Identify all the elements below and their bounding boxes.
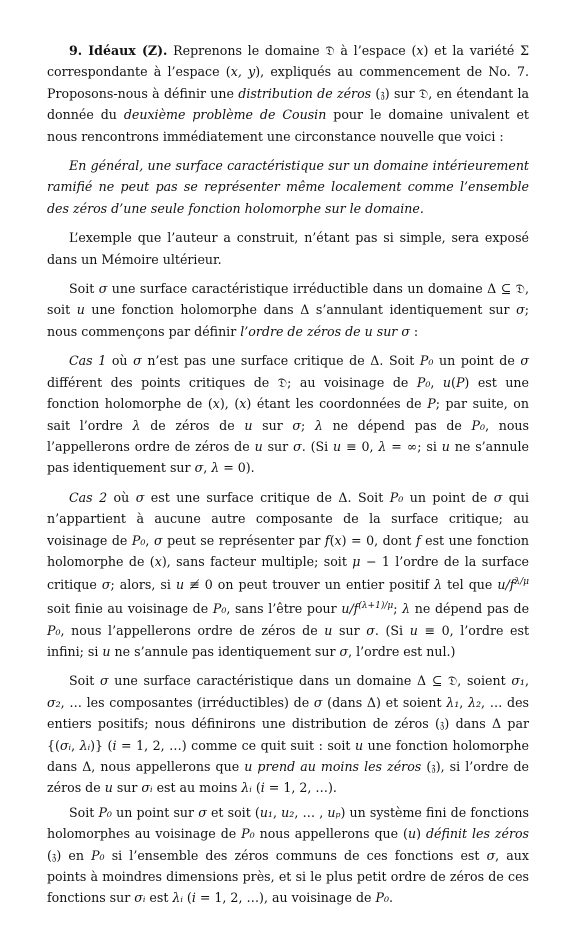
text-run: Reprenons le domaine 𝔇 à l’espace ( bbox=[167, 43, 417, 58]
text-run: P₀ bbox=[91, 847, 105, 863]
text-run: Cas 2 bbox=[69, 489, 108, 505]
text-run: nous appellerons que ( bbox=[254, 826, 408, 842]
text-run: , bbox=[459, 694, 468, 710]
text-run: )} ( bbox=[90, 737, 113, 753]
text-run: P₀ bbox=[98, 804, 112, 820]
text-run: f bbox=[324, 532, 330, 548]
text-run: λ bbox=[132, 417, 141, 433]
paragraph-case-1 bbox=[47, 350, 529, 478]
text-run: λᵢ bbox=[79, 737, 91, 753]
text-run: u bbox=[76, 302, 85, 318]
text-run: une surface caractéristique irréductible dans un domaine Δ ⊆ 𝔇, soit bbox=[47, 281, 529, 318]
text-run: ; alors, si bbox=[110, 577, 176, 593]
text-run: , … les composantes (irréductibles) de bbox=[60, 694, 314, 710]
text-run: σ bbox=[101, 577, 111, 593]
text-run: u bbox=[102, 643, 111, 659]
text-run: P₀ bbox=[241, 826, 255, 842]
text-run: est au moins bbox=[152, 780, 242, 796]
text-run: x bbox=[416, 43, 424, 58]
paragraph-example-note bbox=[47, 227, 529, 270]
text-run: = 1, 2, …). bbox=[264, 780, 337, 796]
text-run: P₀ bbox=[131, 532, 146, 548]
text-run: x bbox=[334, 532, 342, 548]
text-run: ; nous commençons par définir bbox=[47, 302, 529, 339]
text-run: , … , bbox=[294, 804, 328, 820]
text-run: σ bbox=[293, 438, 302, 454]
text-run: sur bbox=[332, 622, 367, 638]
text-run: : bbox=[409, 323, 419, 339]
text-run: σ bbox=[198, 804, 207, 820]
text-run: (𝔷) sur 𝔇, en étendant la donnée du bbox=[47, 85, 529, 123]
text-run: , … des entiers positifs; nous définirons une distribution de zéros (𝔷) dans Δ par {( bbox=[47, 694, 529, 753]
paragraph-case-2 bbox=[47, 487, 529, 663]
text-run: λᵢ bbox=[172, 890, 183, 906]
text-run: ≡ 0, l’ordre est infini; si bbox=[47, 622, 530, 659]
text-run: P₀ bbox=[389, 489, 404, 505]
text-run: où bbox=[107, 489, 136, 505]
text-run: ( bbox=[329, 532, 335, 548]
text-run: σ bbox=[366, 622, 375, 638]
text-run: u bbox=[333, 438, 342, 454]
text-run: une fonction holomorphe dans Δ, nous appellerons que bbox=[47, 737, 529, 774]
text-run: (𝔷) en bbox=[47, 847, 92, 863]
text-run: uₚ bbox=[327, 804, 341, 820]
text-run: , sans l’être pour bbox=[226, 601, 342, 617]
text-run: . (Si bbox=[374, 622, 410, 638]
paragraph-ideaux-intro bbox=[47, 40, 529, 147]
text-run: un point de bbox=[403, 489, 494, 505]
text-run: x bbox=[239, 396, 247, 412]
text-run: u₂ bbox=[281, 804, 295, 820]
text-run: . (Si bbox=[301, 438, 334, 454]
text-run: i bbox=[260, 780, 265, 796]
text-run: i bbox=[112, 737, 117, 753]
text-run: une fonction holomorphe dans Δ s’annulant identiquement sur bbox=[84, 302, 517, 318]
text-run: λ/μ bbox=[514, 577, 529, 588]
text-run: P₀ bbox=[212, 601, 227, 617]
text-run: (𝔷), si l’ordre de zéros de bbox=[47, 758, 529, 796]
text-run: σ bbox=[98, 281, 108, 297]
text-run: ) et la variété Σ correspondante à l’espace ( bbox=[47, 43, 529, 80]
text-run: un point de bbox=[433, 353, 521, 369]
text-run: − 1 l’ordre de la surface critique bbox=[47, 553, 529, 593]
text-run: σ bbox=[486, 847, 496, 863]
text-run: = 1, 2, …) comme ce quit suit : soit bbox=[116, 737, 355, 753]
text-run: sur bbox=[252, 417, 293, 433]
text-run: σ₂ bbox=[47, 694, 61, 710]
text-run: P₀ bbox=[375, 890, 389, 906]
text-run: σᵢ bbox=[141, 780, 153, 796]
text-run: . bbox=[389, 890, 394, 906]
text-run: ne s’annule pas identiquement sur bbox=[47, 438, 530, 476]
text-run: x bbox=[212, 396, 220, 412]
text-run: pour le domaine univalent et nous rencontrons immédiatement une circonstance nouvelle que voici : bbox=[47, 107, 529, 144]
text-run: λ₁ bbox=[446, 694, 460, 710]
text-run: ≢ 0 on peut trouver un entier positif bbox=[184, 577, 435, 593]
text-run: f bbox=[415, 532, 421, 548]
text-run: (λ+1)/μ bbox=[358, 600, 394, 611]
text-run: ne dépend pas de bbox=[322, 417, 472, 433]
text-run: σ₁ bbox=[511, 673, 525, 689]
text-run: u bbox=[355, 737, 364, 753]
text-run: P bbox=[455, 374, 465, 390]
text-run: de zéros de bbox=[140, 417, 245, 433]
text-run: , nous l’appellerons ordre de zéros de bbox=[60, 622, 325, 638]
text-run: P₀ bbox=[416, 374, 431, 390]
text-run: ( bbox=[182, 890, 192, 906]
text-run: En général, une surface caractéristique sur un domaine intérieurement ramifié ne peut pas se représenter même localement comme l’ensemble des zéros d’une seule fonction holomorphe sur le domaine. bbox=[47, 158, 529, 216]
text-run: λ bbox=[378, 438, 387, 454]
text-run: définit les zéros bbox=[425, 826, 530, 842]
text-run: , bbox=[71, 737, 80, 753]
text-run: σᵢ bbox=[59, 737, 72, 753]
text-run: , nous l’appellerons ordre de zéros de bbox=[47, 417, 529, 454]
text-run: u bbox=[254, 438, 263, 454]
text-run: u bbox=[409, 622, 418, 638]
text-run: L’exemple que l’auteur a construit, n’étant pas si simple, sera exposé dans un Mémoire ultérieur. bbox=[47, 230, 529, 267]
text-run: est une surface critique de Δ. Soit bbox=[144, 489, 390, 505]
text-run: sur bbox=[262, 438, 294, 454]
text-run: u bbox=[175, 577, 185, 593]
text-run: ne s’annule pas identiquement sur bbox=[110, 643, 340, 659]
text-run: λ bbox=[434, 577, 443, 593]
text-run: = ∞; si bbox=[386, 438, 442, 454]
text-run: x, y bbox=[230, 64, 256, 80]
text-run: σ bbox=[153, 532, 163, 548]
text-run: P₀ bbox=[419, 353, 434, 369]
text-run: σ bbox=[339, 643, 349, 659]
text-run: σ bbox=[99, 673, 109, 689]
text-run: P₀ bbox=[47, 622, 61, 638]
paragraph-defines-zeros bbox=[47, 802, 529, 909]
text-run: Soit bbox=[69, 673, 100, 689]
text-run: u₁ bbox=[259, 804, 273, 820]
paragraph-zero-distribution bbox=[47, 670, 529, 798]
text-run: Soit bbox=[69, 804, 99, 820]
text-run: i bbox=[191, 890, 196, 906]
text-run: n’est pas une surface critique de Δ. Soit bbox=[141, 353, 420, 369]
text-run: ( bbox=[251, 780, 261, 796]
text-run: soit finie au voisinage de bbox=[47, 601, 213, 617]
text-run: ), expliqués au commencement de No. 7. Proposons-nous à définir une bbox=[47, 64, 529, 101]
text-run: ≡ 0, bbox=[341, 438, 379, 454]
text-run: ( bbox=[451, 374, 456, 390]
text-run: , bbox=[145, 532, 154, 548]
text-run: ) = 0, dont bbox=[341, 532, 416, 548]
paragraph-general-statement bbox=[47, 155, 529, 219]
text-run: ) bbox=[416, 826, 426, 842]
text-run: = 1, 2, …), au voisinage de bbox=[195, 890, 376, 906]
text-run: u/f bbox=[341, 601, 359, 617]
text-run: sur bbox=[112, 780, 142, 796]
text-run: ), sans facteur multiple; soit bbox=[161, 553, 353, 569]
text-run: , bbox=[272, 804, 282, 820]
text-run: λᵢ bbox=[241, 780, 252, 796]
text-run: σᵢ bbox=[134, 890, 146, 906]
text-run: , bbox=[430, 374, 443, 390]
text-run: ) est une fonction holomorphe de ( bbox=[47, 374, 529, 412]
text-run: ; bbox=[393, 601, 403, 617]
text-run: deuxième problème de Cousin bbox=[123, 107, 327, 123]
text-run: ; bbox=[301, 417, 315, 433]
text-run: λ bbox=[211, 460, 220, 476]
text-run: (dans Δ) et soient bbox=[322, 694, 447, 710]
text-run: peut se représenter par bbox=[162, 532, 325, 548]
text-run: σ bbox=[313, 694, 323, 710]
text-run: u bbox=[104, 780, 113, 796]
text-run: , bbox=[203, 460, 212, 476]
text-run: σ bbox=[493, 489, 503, 505]
text-run: une surface caractéristique dans un domaine Δ ⊆ 𝔇, soient bbox=[108, 673, 512, 689]
text-run: u/f bbox=[497, 577, 515, 593]
text-run: Cas 1 bbox=[69, 353, 107, 369]
text-run: u prend au moins les zéros bbox=[244, 758, 422, 774]
text-run: u bbox=[442, 374, 452, 390]
text-run: μ bbox=[352, 553, 361, 569]
text-run: u bbox=[441, 438, 450, 454]
text-run: λ₂ bbox=[467, 694, 482, 710]
text-run: u bbox=[244, 417, 253, 433]
text-run: σ bbox=[194, 460, 204, 476]
text-run: σ bbox=[516, 302, 525, 318]
text-run: ne dépend pas de bbox=[410, 601, 530, 617]
text-run: σ bbox=[135, 489, 145, 505]
text-run: u bbox=[407, 826, 417, 842]
text-run: ; par suite, on sait l’ordre bbox=[47, 396, 529, 433]
text-run: où bbox=[106, 353, 134, 369]
text-run: et soit ( bbox=[206, 804, 260, 820]
text-run: Soit bbox=[69, 281, 99, 297]
text-run: ) un système fini de fonctions holomorphes au voisinage de bbox=[47, 804, 529, 842]
text-run: un point sur bbox=[111, 804, 199, 820]
text-run: σ bbox=[520, 353, 529, 369]
text-run: x bbox=[154, 553, 162, 569]
text-run: si l’ensemble des zéros communs de ces fonctions est bbox=[104, 847, 487, 863]
text-run: est une fonction holomorphe de ( bbox=[47, 532, 530, 569]
text-run: σ bbox=[292, 417, 302, 433]
text-run: distribution de zéros bbox=[238, 85, 372, 101]
text-run: P bbox=[427, 396, 436, 412]
text-run: , bbox=[524, 673, 529, 689]
text-run: , aux points à moindres dimensions près, et si le plus petit ordre de zéros de ces fonctions sur bbox=[47, 847, 529, 906]
text-run: l’ordre de zéros de u sur σ bbox=[240, 323, 410, 339]
text-run: = 0). bbox=[219, 460, 255, 476]
text-run: ) étant les coordonnées de bbox=[246, 396, 428, 412]
text-run: est bbox=[145, 890, 173, 906]
text-run: σ bbox=[133, 353, 142, 369]
text-run: qui n’appartient à aucune autre composante de la surface critique; au voisinage de bbox=[47, 489, 529, 548]
paragraph-order-definition bbox=[47, 278, 529, 342]
text-run: tel que bbox=[442, 577, 498, 593]
text-run: différent des points critiques de 𝔇; au voisinage de bbox=[47, 374, 417, 390]
text-run: ), ( bbox=[219, 396, 240, 412]
text-run: 9. Idéaux (Z). bbox=[69, 43, 168, 58]
text-run: P₀ bbox=[471, 417, 486, 433]
text-run: λ bbox=[314, 417, 323, 433]
text-run: , l’ordre est nul.) bbox=[348, 643, 456, 659]
text-run: λ bbox=[402, 601, 411, 617]
text-run: u bbox=[324, 622, 333, 638]
